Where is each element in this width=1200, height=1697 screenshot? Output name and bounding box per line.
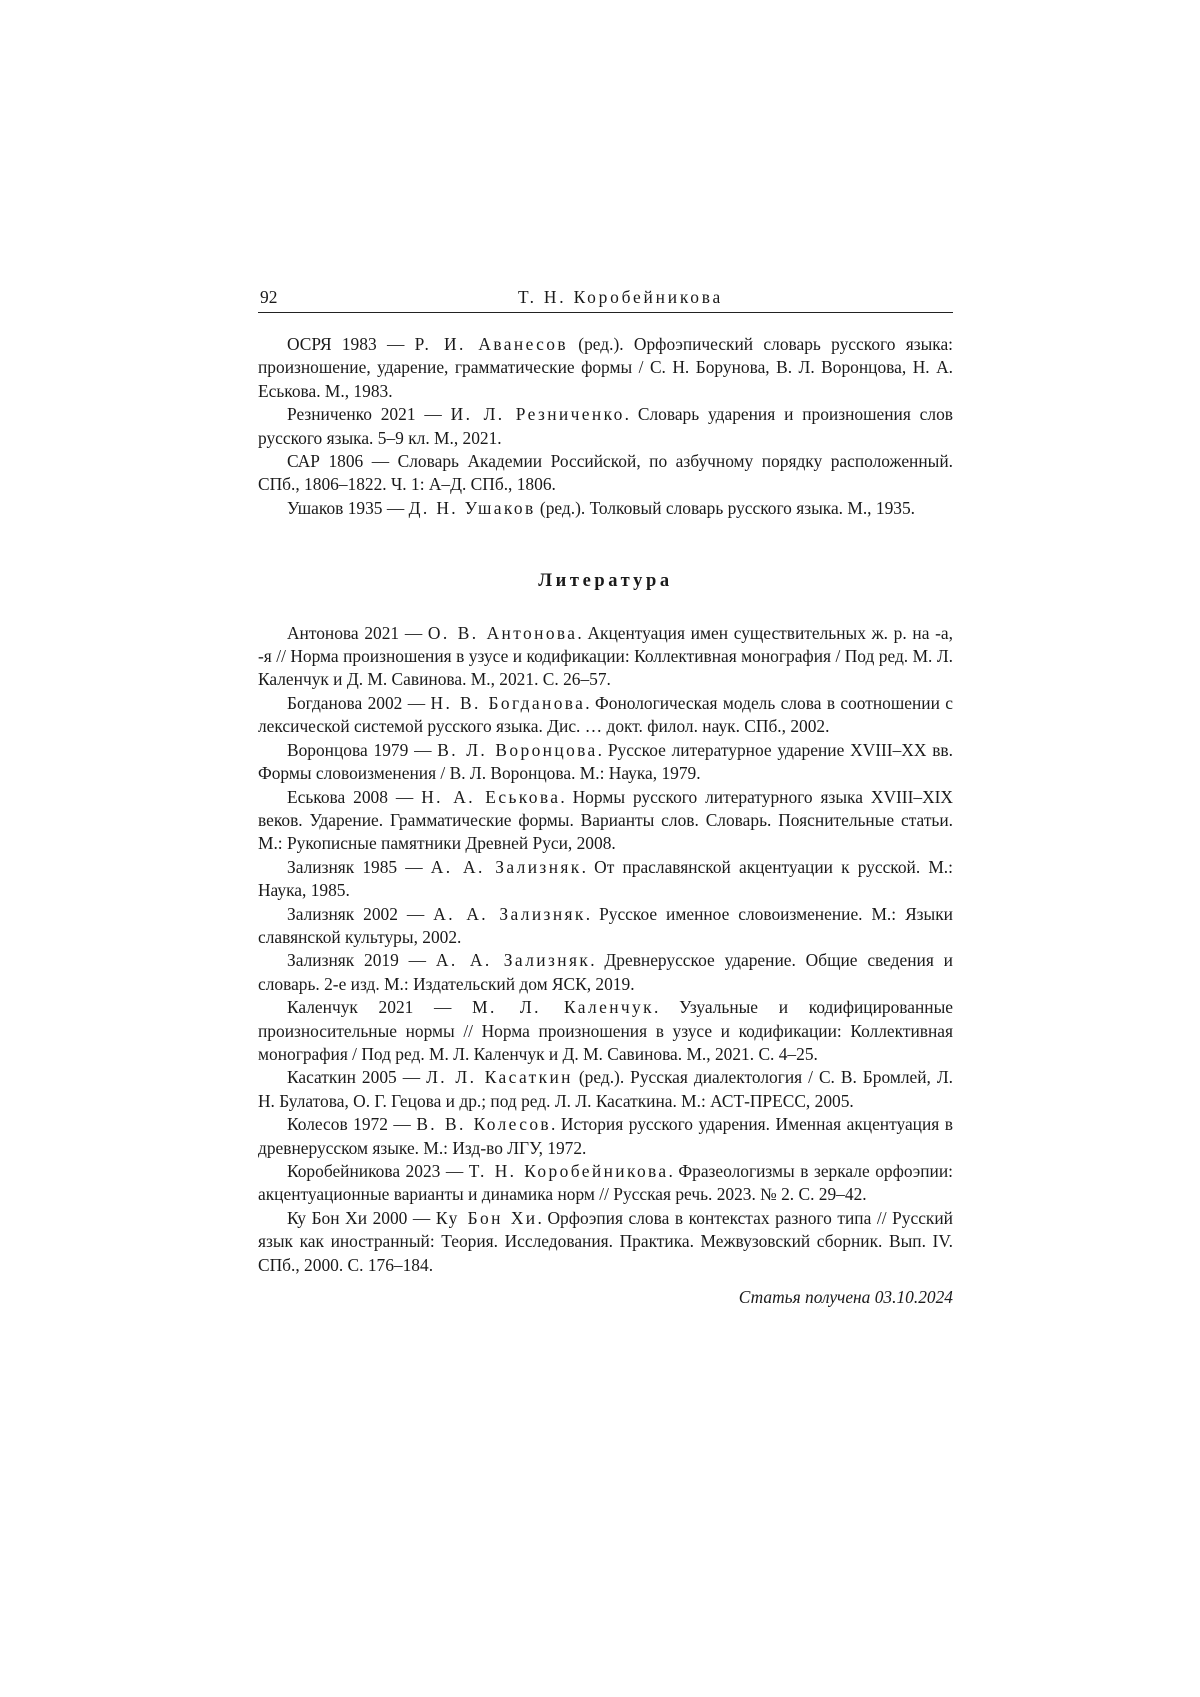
entry-key: Резниченко 2021 — <box>287 404 451 425</box>
received-note: Статья получена 03.10.2024 <box>738 1287 953 1308</box>
reference-entry <box>258 903 953 950</box>
entry-text: (ред.). Русская диалектология / С. В. Бромлей, Л. Н. Булатова, О. Г. Гецова и др.; под ред. Л. Л. Касаткина. М.: АСТ-ПРЕСС, 2005. <box>258 1067 954 1111</box>
entry-key: Зализняк 2002 — <box>287 903 434 924</box>
source-entry <box>258 450 953 497</box>
entry-author: И. Л. Резниченко <box>450 404 625 425</box>
entry-author: Д. Н. Ушаков <box>408 497 536 518</box>
entry-text: . Нормы русского литературного языка XVIII–XIX веков. Ударение. Грамматические формы. Варианты слов. Словарь. Пояснительные статьи. М.: Рукописные памятники Древней Руси, 2008. <box>258 786 953 854</box>
entry-text: . Русское именное словоизменение. М.: Языки славянской культуры, 2002. <box>258 903 953 947</box>
entry-key: Антонова 2021 — <box>287 622 428 643</box>
entry-key: Зализняк 2019 — <box>287 950 436 971</box>
entry-text: . Словарь ударения и произношения слов русского языка. 5–9 кл. М., 2021. <box>258 404 953 448</box>
entry-author: В. Л. Воронцова <box>437 739 598 760</box>
entry-text: (ред.). Толковый словарь русского языка. М., 1935. <box>535 497 916 518</box>
running-head <box>258 286 953 313</box>
reference-entry <box>258 949 953 996</box>
reference-entry <box>258 1160 953 1207</box>
entry-key: Касаткин 2005 — <box>287 1067 427 1088</box>
entry-author: Т. Н. Коробейникова <box>468 1161 669 1181</box>
entry-text: . Фонологическая модель слова в соотношении с лексической системой русского языка. Дис. … докт. филол. наук. СПб., 2002. <box>258 692 953 737</box>
entry-text: . История русского ударения. Именная акцентуация в древнерусском языке. М.: Изд-во ЛГУ, 1972. <box>258 1114 953 1158</box>
source-entry <box>258 333 953 403</box>
entry-author: Л. Л. Касаткин <box>426 1067 573 1088</box>
sources-list <box>258 333 953 520</box>
source-entry <box>258 403 953 450</box>
entry-author: М. Л. Каленчук <box>472 997 655 1018</box>
entry-key: Коробейникова 2023 — <box>287 1161 469 1181</box>
entry-author: Р. И. Аванесов <box>414 334 568 354</box>
entry-text: . Русское литературное ударение XVIII–XX вв. Формы словоизменения / В. Л. Воронцова. М.: Наука, 1979. <box>258 739 953 784</box>
literature-list <box>258 622 953 1277</box>
entry-author: О. В. Антонова <box>427 622 578 643</box>
reference-entry <box>258 786 953 856</box>
reference-entry <box>258 739 953 786</box>
entry-text: Словарь Академии Российской, по азбучному порядку расположенный. СПб., 1806–1822. Ч. 1: А–Д. СПб., 1806. <box>258 451 954 495</box>
entry-text: (ред.). Орфоэпический словарь русского языка: произношение, ударение, грамматические формы / С. Н. Борунова, В. Л. Воронцова, Н. А. Еськова. М., 1983. <box>258 334 954 401</box>
entry-author: А. А. Зализняк <box>435 950 591 971</box>
entry-author: Н. А. Еськова <box>421 786 561 807</box>
reference-entry <box>258 1113 953 1160</box>
reference-entry <box>258 856 953 903</box>
entry-key: САР 1806 — <box>287 451 398 472</box>
reference-entry <box>258 1207 953 1277</box>
reference-entry <box>258 692 953 739</box>
entry-key: Ку Бон Хи 2000 — <box>287 1207 436 1228</box>
entry-key: Каленчук 2021 — <box>287 997 473 1018</box>
entry-key: Колесов 1972 — <box>287 1114 417 1135</box>
reference-entry <box>258 622 953 692</box>
running-title: Т. Н. Коробейникова <box>517 287 724 307</box>
source-entry <box>258 497 953 520</box>
entry-author: А. А. Зализняк <box>433 903 586 924</box>
entry-author: Ку Бон Хи <box>435 1207 538 1228</box>
entry-key: Воронцова 1979 — <box>287 739 438 760</box>
entry-key: Еськова 2008 — <box>287 786 422 807</box>
entry-key: Ушаков 1935 — <box>287 497 409 518</box>
entry-text: . Акцентуация имен существительных ж. р. на -а, -я // Норма произношения в узусе и кодификации: Коллективная монография / Под ред. М. Л. Каленчук и Д. М. Савинова. М., 2021. С. 26–57. <box>258 622 953 690</box>
reference-entry <box>258 996 953 1066</box>
entry-key: Богданова 2002 — <box>287 692 431 713</box>
entry-text: . Узуальные и кодифицированные произносительные нормы // Норма произношения в узусе и кодификации: Коллективная монография / Под ред. М. Л. Каленчук и Д. М. Савинова. М., 2021. С. 4–25. <box>258 997 953 1064</box>
page-number: 92 <box>260 287 278 307</box>
reference-entry <box>258 1066 953 1113</box>
entry-text: . От праславянской акцентуации к русской. М.: Наука, 1985. <box>258 856 953 901</box>
page <box>258 286 953 1309</box>
entry-text: . Орфоэпия слова в контекстах разного типа // Русский язык как иностранный: Теория. Исследования. Практика. Межвузовский сборник. Вып. IV. СПб., 2000. С. 176–184. <box>258 1207 953 1275</box>
entry-author: В. В. Колесов <box>416 1114 552 1135</box>
entry-author: А. А. Зализняк <box>430 856 582 877</box>
entry-key: ОСРЯ 1983 — <box>287 334 415 354</box>
entry-author: Н. В. Богданова <box>430 692 586 713</box>
literature-heading: Литература <box>538 571 673 592</box>
entry-key: Зализняк 1985 — <box>287 856 431 877</box>
entry-text: . Фразеологизмы в зеркале орфоэпии: акцентуационные варианты и динамика норм // Русская речь. 2023. № 2. С. 29–42. <box>258 1161 953 1205</box>
entry-text: . Древнерусское ударение. Общие сведения и словарь. 2-е изд. М.: Издательский дом ЯСК, 2019. <box>258 950 953 994</box>
